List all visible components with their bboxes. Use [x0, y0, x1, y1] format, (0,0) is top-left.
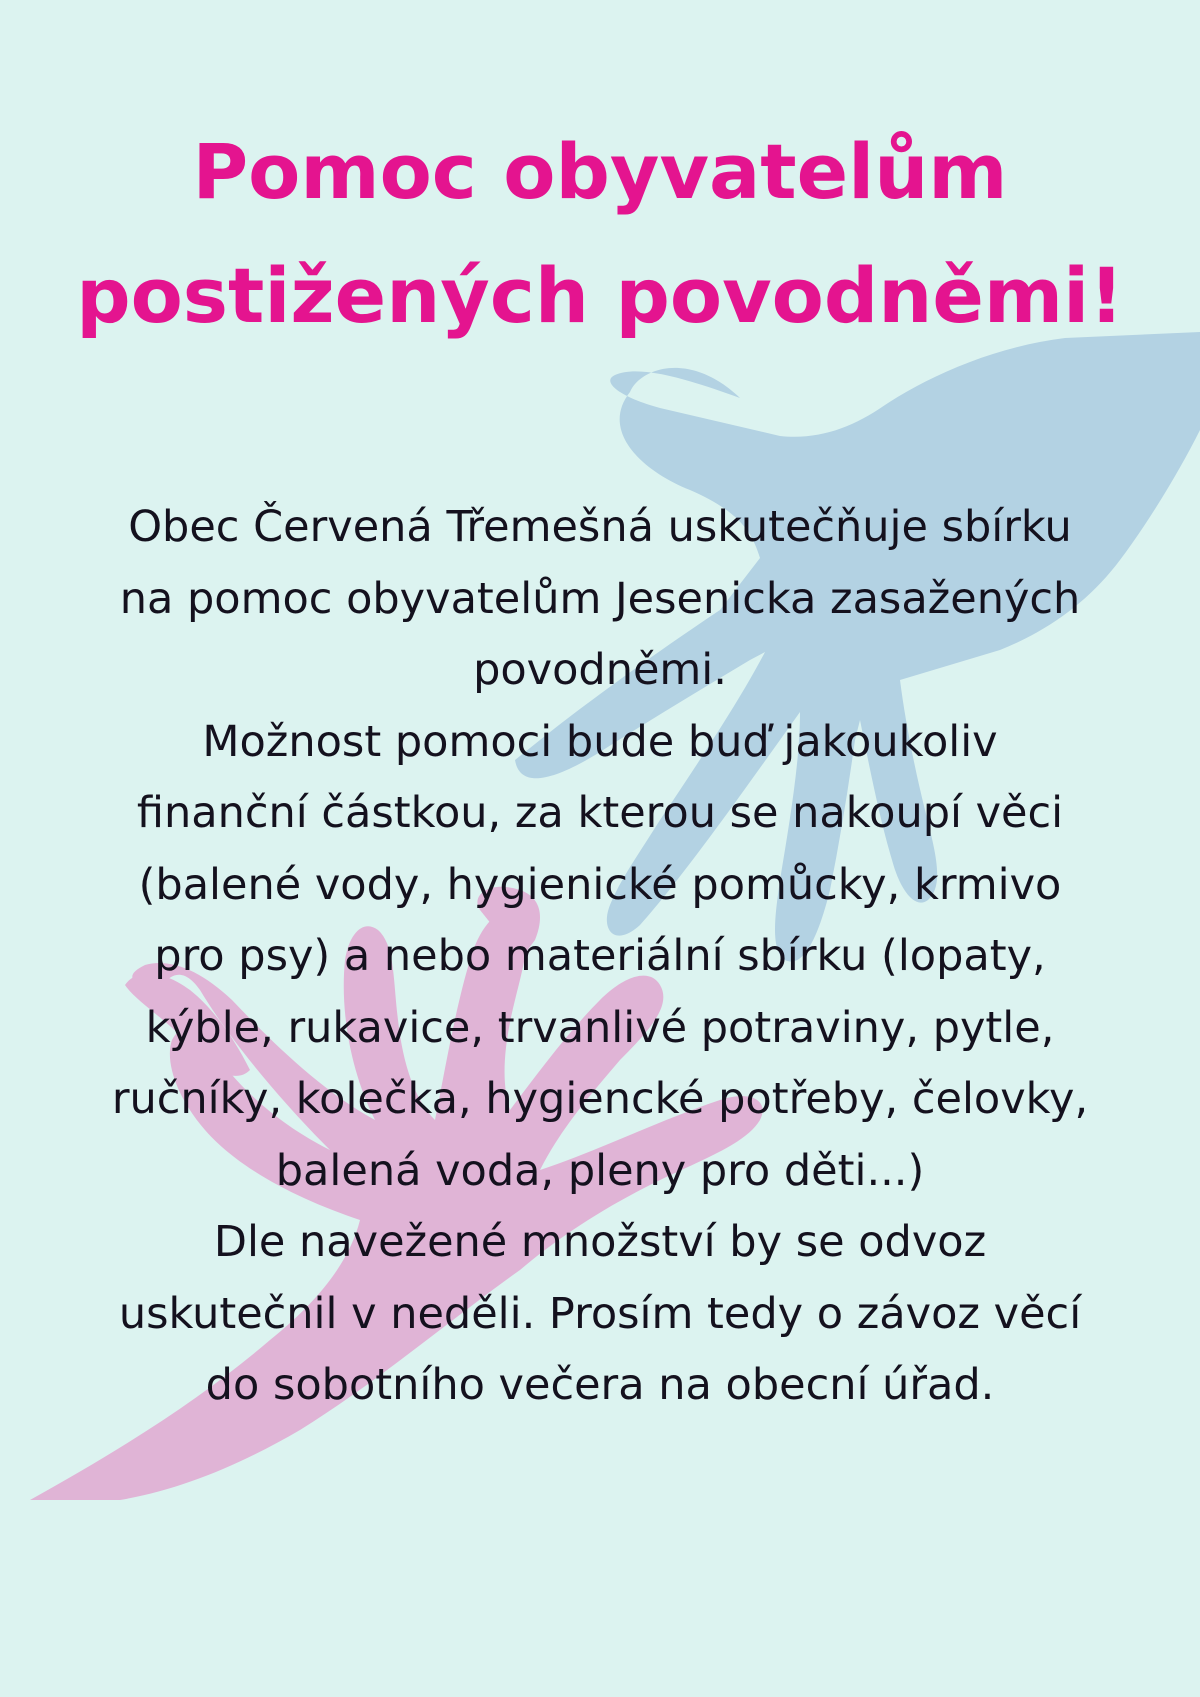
text-line: do sobotního večera na obecní úřad. [205, 1360, 995, 1410]
text-line: na pomoc obyvatelům Jesenicka zasažených [119, 573, 1081, 624]
text-line: (balené vody, hygienické pomůcky, krmivo [138, 859, 1062, 910]
text-line: Možnost pomoci bude buď jakoukoliv [202, 716, 998, 767]
title-line-2: postižených povodněmi! [76, 251, 1124, 340]
text-line: balená voda, pleny pro děti...) [275, 1145, 925, 1196]
page-title [0, 110, 1200, 358]
text-line: finanční částkou, za kterou se nakoupí věci [136, 788, 1064, 838]
title-line-1: Pomoc obyvatelům [192, 127, 1008, 216]
text-line: ručníky, kolečka, hygiencké potřeby, čelovky, [111, 1074, 1089, 1124]
announcement-text [40, 492, 1160, 1422]
text-line: pro psy) a nebo materiální sbírku (lopaty, [154, 931, 1046, 981]
text-line: povodněmi. [473, 645, 727, 695]
text-line: kýble, rukavice, trvanlivé potraviny, pytle, [145, 1002, 1055, 1053]
text-line: Obec Červená Třemešná uskutečňuje sbírku [128, 502, 1072, 552]
text-line: Dle navežené množství by se odvoz [213, 1217, 987, 1267]
text-line: uskutečnil v neděli. Prosím tedy o závoz věcí [118, 1288, 1082, 1339]
